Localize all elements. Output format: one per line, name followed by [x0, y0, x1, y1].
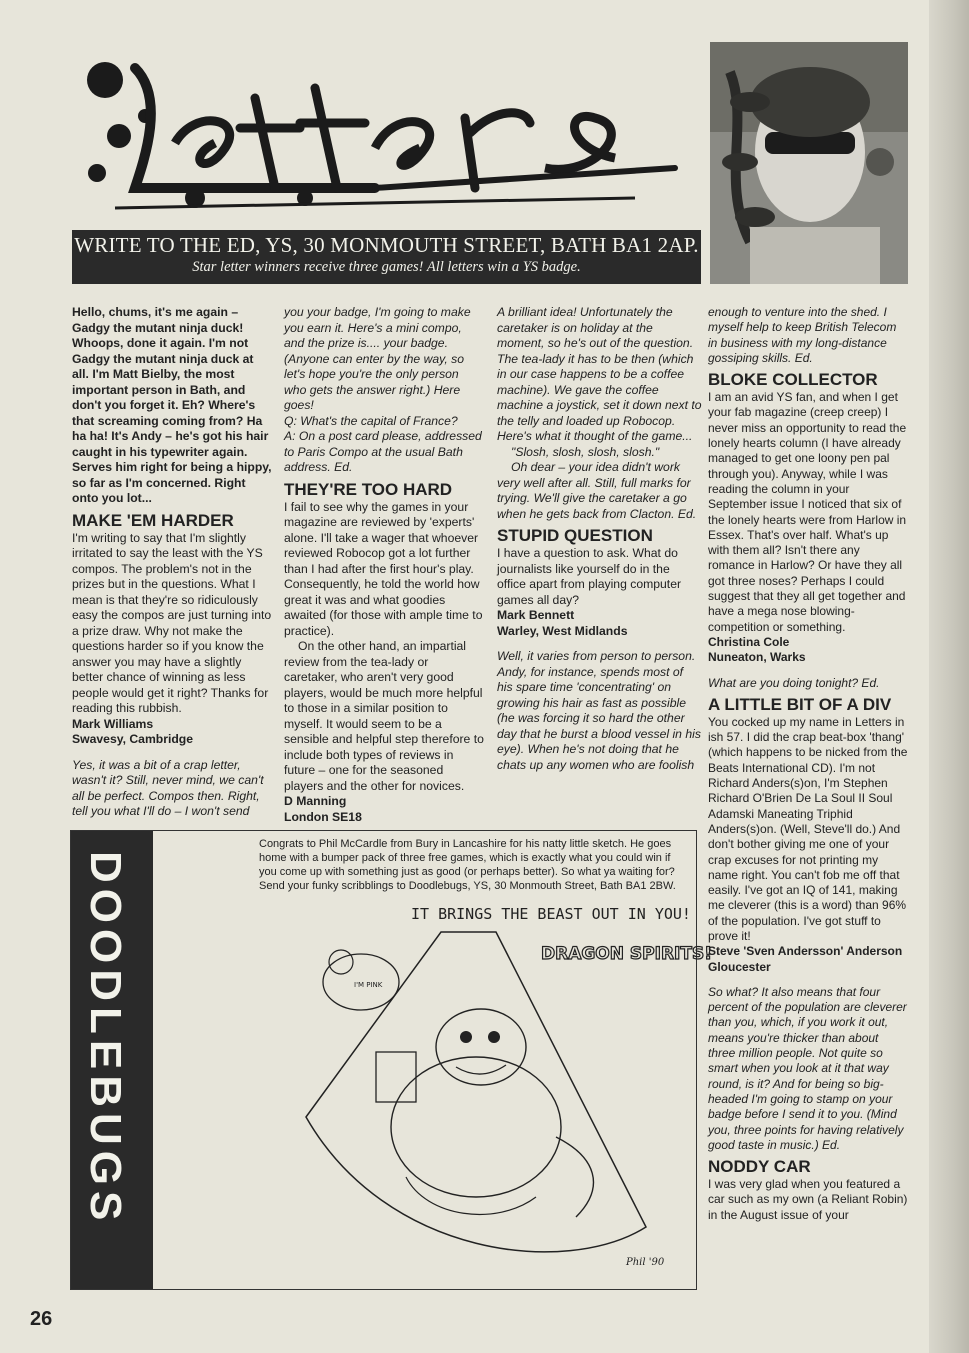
sketch-signature: Phil '90 [626, 1257, 665, 1268]
heading-stupid-question: STUPID QUESTION [497, 526, 653, 545]
reply-text: A brilliant idea! Unfortunately the caretaker is on holiday at the moment, so he's out of the question. The tea-lady it has to be then (which in our case happens to be a coffee machine). We gave the coffee machine a joystick, set it down next to the telly and loaded up Robocop. Here's what it thought of the game... [497, 305, 702, 443]
editor-photo [710, 42, 908, 284]
heading-make-em-harder: MAKE 'EM HARDER [72, 510, 234, 530]
doodlebugs-box [70, 830, 712, 1290]
column-3 [497, 305, 702, 773]
heading-little-bit-of-a-div: A LITTLE BIT OF A DIV [708, 694, 892, 714]
signature-place: Gloucester [708, 959, 771, 974]
dragon-sketch [266, 897, 712, 1285]
column-4 [708, 305, 908, 1223]
banner-address: WRITE TO THE ED, YS, 30 MONMOUTH STREET, BATH BA1 2AP. [74, 233, 699, 257]
signature-place: Warley, West Midlands [497, 623, 628, 638]
compo-question: Q: What's the capital of France? [284, 413, 458, 428]
doodlebugs-title-bar [71, 831, 153, 1289]
heading-noddy-car: NODDY CAR [708, 1157, 811, 1177]
heading-theyre-too-hard: THEY'RE TOO HARD [284, 479, 453, 499]
compo-answer: A: On a post card please, addressed to Paris Compo at the usual Bath address. Ed. [284, 429, 482, 474]
reply-text: Oh dear – your idea didn't work very well after all. Still, full marks for trying. We'll give the caretaker a go when he gets back from Clacton. Ed. [497, 460, 697, 521]
heading-bloke-collector: BLOKE COLLECTOR [708, 370, 878, 390]
reply-text: "Slosh, slosh, slosh, slosh." [511, 444, 660, 459]
intro-text: Hello, chums, it's me again – Gadgy the mutant ninja duck! Whoops, done it again. I'm not Gadgy the mutant ninja duck at all. I'm Matt Bielby, the most important person in Bath, and don't you forget it. Eh? Where's that screaming coming from? Ha ha ha! It's Andy – he's got his hair caught in his typewriter again. Serves him right for being a hippy, so far as I'm concerned. Right onto you lot... [72, 305, 272, 505]
sketch-caption: IT BRINGS THE BEAST OUT IN YOU! [411, 905, 691, 923]
reply-text: Yes, it was a bit of a crap letter, wasn't it? Still, never mind, we can't all be perfect. Compos then. Right, tell you what I'll do – I won't send [72, 757, 264, 818]
column-1 [72, 305, 272, 820]
address-banner [72, 230, 701, 284]
letter-text: I have a question to ask. What do journalists like yourself do in the office apart from playing computer games all day? [497, 546, 682, 607]
page-edge [929, 0, 969, 1353]
letter-text: You cocked up my name in Letters in ish 57. I did the crap beat-box 'thang' (which happens to be nicked from the Beats International CD). I'm not Richard Anders(s)on, I'm Stephen Richard O'Brien De La Soul II Soul Adamski Maneating Triphid Anders(s)on. (Well, Steve'll do.) And don't bother giving me one of your crap excuses for not printing my name right. You can't fob me off that easily. I've got an IQ of 141, making me cleverer (this is a word) than 96% of the population. I've got stuff to prove it! [708, 714, 908, 943]
doodlebugs-title-art [71, 831, 153, 1289]
page-number: 26 [30, 1308, 53, 1330]
letter-text: I am an avid YS fan, and when I get your fab magazine (creep creep) I never miss an opportunity to read the lonely hearts column (I have already managed to get one loony pen pal through you). Anyway, while I was reading the column in your September issue I noticed that six of the lonely hearts were from Harlow in Essex. That's over half. What's up with them all? Isn't there any romance in Harlow? Or have they all got three noses? Perhaps I could suggest that they all get together and have a mega nose blowing-competition or something. [708, 390, 907, 634]
column-2 [284, 305, 484, 825]
doodlebugs-text: Congrats to Phil McCardle from Bury in Lancashire for his natty little sketch. He goes home with a bumper pack of three free games, which is exactly what you could win if you come up with something just as good (or perhaps better). So what ya waiting for? Send your funky scribblings to Doodlebugs, YS, 30 Monmouth Street, Bath BA1 2BW. [259, 838, 676, 892]
letters-logo [75, 48, 695, 228]
letter-text: I fail to see why the games in your magazine are reviewed by 'experts' alone. I'll take a wager that whoever reviewed Robocop got a lot further than I had after the first hour's play. Consequently, he told the world how great it was and what goodies awaited (for those with ample time to practice). [284, 499, 483, 638]
reply-text: What are you doing tonight? Ed. [708, 675, 880, 690]
reply-text: you your badge, I'm going to make you earn it. Here's a mini compo, and the prize is.... your badge. (Anyone can enter by the way, so let's hope you're the only person who gets the answer right.) Here goes! [284, 305, 471, 412]
pink-label: I'M PINK [354, 981, 383, 989]
signature-name: Mark Bennett [497, 608, 575, 622]
reply-text: So what? It also means that four percent of the population are cleverer than you, which, if you work it out, means you're thicker than about three million people. Not quite so smart when you look at it that way round, is it? And for being so big-headed I'm going to stamp on your badge before I send it to you. (Mind you, three points for having relatively good taste in music.) Ed. [708, 984, 907, 1152]
doodlebugs-title-text: DOODLEBUGS [81, 851, 130, 1227]
letter-text: I was very glad when you featured a car such as my own (a Reliant Robin) in the August issue of your [708, 1177, 908, 1222]
signature-name: D Manning [284, 794, 347, 808]
signature-place: London SE18 [284, 809, 362, 824]
signature-name: Steve 'Sven Andersson' Anderson [708, 944, 903, 959]
letter-text: I'm writing to say that I'm slightly irritated to say the least with the YS compos. The problem's not in the prizes but in the questions. What I mean is that they're so ridiculously easy the compos are just turning into a prize draw. Why not make the questions harder so if you know the answer you may have a slightly better chance of winning as less people would get it right? Thanks for reading this rubbish. [72, 530, 272, 715]
banner-subline: Star letter winners receive three games! All letters win a YS badge. [192, 259, 581, 275]
letter-text: On the other hand, an impartial review from the tea-lady or caretaker, who aren't very good players, would be much more helpful to those in a similar position to myself. It would seem to be a sensible and helpful step therefore to include both types of reviews in future – one for the seasoned players and the other for novices. [284, 639, 484, 793]
reply-text: enough to venture into the shed. I myself help to keep British Telecom in business with my long-distance gossiping skills. Ed. [708, 305, 897, 365]
reply-text: Well, it varies from person to person. Andy, for instance, spends most of his spare time 'concentrating' on growing his hair as fast as possible (he was forcing it so hard the other day that he burst a blood vessel in his eye). When he's not doing that he chats up any women who are foolish [497, 649, 701, 772]
sketch-title: DRAGON SPIRITS! [541, 944, 712, 964]
signature-name: Christina Cole [708, 634, 790, 649]
signature-place: Swavesy, Cambridge [72, 732, 194, 746]
signature-place: Nuneaton, Warks [708, 650, 806, 665]
signature-name: Mark Williams [72, 716, 154, 731]
